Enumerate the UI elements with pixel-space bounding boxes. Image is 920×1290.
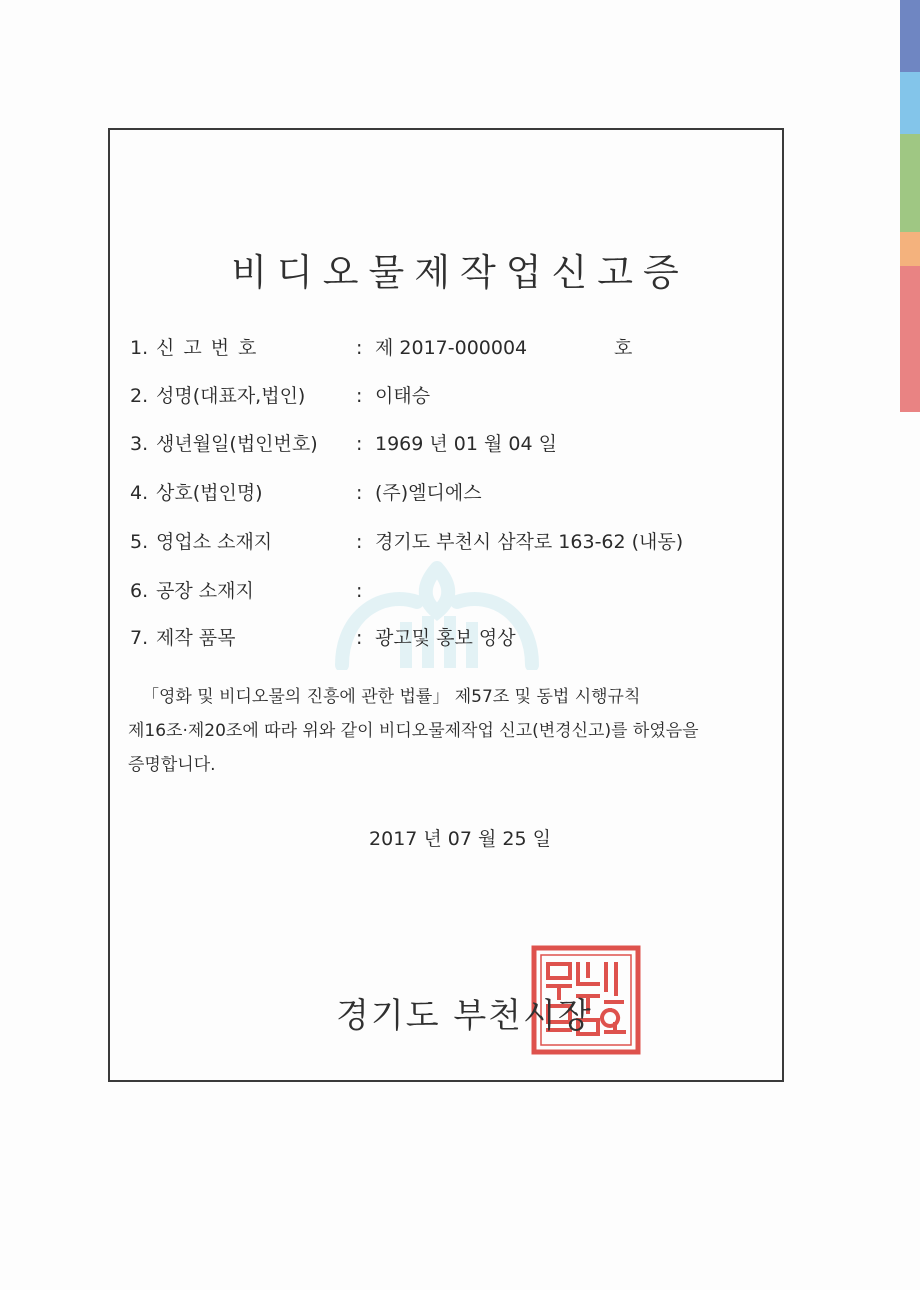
field-suffix: 호	[614, 337, 633, 359]
field-number: 3.	[130, 433, 149, 455]
field-label: 생년월일(법인번호)	[156, 433, 318, 455]
field-number: 1.	[130, 337, 149, 359]
certification-statement	[128, 680, 818, 782]
strip-segment-blue	[900, 0, 920, 72]
field-label: 상호(법인명)	[156, 482, 263, 504]
edge-color-strip	[900, 0, 920, 412]
field-colon: :	[356, 580, 363, 602]
field-number: 7.	[130, 627, 149, 649]
field-label: 신고번호	[156, 337, 266, 359]
field-colon: :	[356, 385, 363, 407]
field-value: 이태승	[375, 385, 431, 407]
strip-segment-green	[900, 134, 920, 232]
statement-line: 제16조·제20조에 따라 위와 같이 비디오물제작업 신고(변경신고)를 하였음을	[128, 721, 699, 741]
field-number: 2.	[130, 385, 149, 407]
field-value: 1969 년 01 월 04 일	[375, 433, 557, 455]
issuer-name: 경기도 부천시장	[336, 996, 593, 1036]
field-label: 제작 품목	[156, 627, 236, 649]
field-colon: :	[356, 433, 363, 455]
strip-segment-lightblue	[900, 72, 920, 134]
field-label: 영업소 소재지	[156, 531, 273, 553]
field-colon: :	[356, 337, 363, 359]
issue-date: 2017 년 07 월 25 일	[369, 828, 551, 850]
field-value: 경기도 부천시 삼작로 163-62 (내동)	[375, 531, 684, 553]
document-title: 비디오물제작업신고증	[231, 251, 689, 294]
field-label: 공장 소재지	[156, 580, 254, 602]
field-colon: :	[356, 482, 363, 504]
field-number: 4.	[130, 482, 149, 504]
statement-line: 증명합니다.	[128, 755, 216, 775]
field-value: 제 2017-000004	[375, 337, 528, 359]
field-value: 광고및 홍보 영상	[375, 627, 516, 649]
field-colon: :	[356, 627, 363, 649]
field-value: (주)엘디에스	[375, 482, 482, 504]
field-label: 성명(대표자,법인)	[156, 385, 306, 407]
statement-line: 「영화 및 비디오물의 진흥에 관한 법률」 제57조 및 동법 시행규칙	[142, 687, 641, 707]
field-number: 5.	[130, 531, 149, 553]
field-colon: :	[356, 531, 363, 553]
field-number: 6.	[130, 580, 149, 602]
